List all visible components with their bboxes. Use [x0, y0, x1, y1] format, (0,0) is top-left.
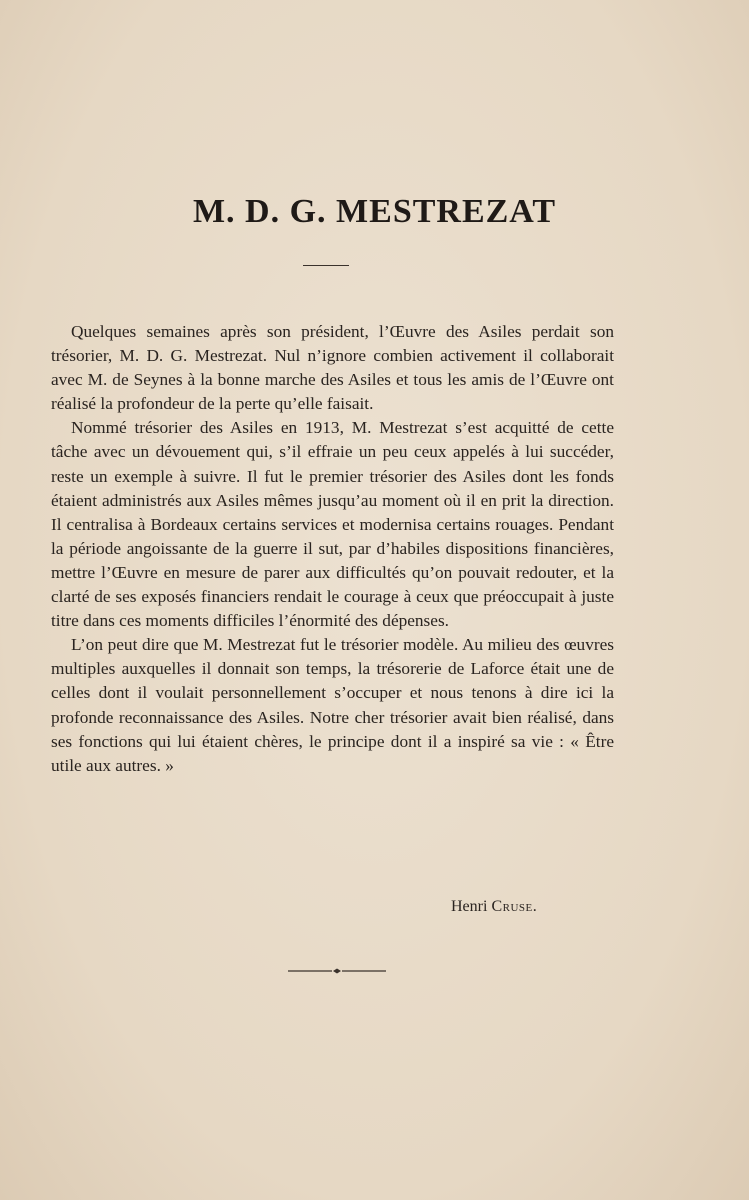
paragraph-2: Nommé trésorier des Asiles en 1913, M. Mestrezat s’est acquitté de cette tâche avec un dévouement qui, s’il effraie un peu ceux appelés à lui succéder, reste un exemple à suivre. Il fut le premier trésorier des Asiles dont les fonds étaient administrés aux Asiles mêmes jusqu’au moment où il en prit la direction. Il centralisa à Bordeaux certains services et modernisa certains rouages. Pendant la période angoissante de la guerre il sut, par d’habiles dispositions financières, mettre l’Œuvre en mesure de parer aux difficultés qu’on pouvait redouter, et la clarté de ses exposés financiers rendait le courage à ceux que préoccupait à juste titre dans ces moments difficiles l’énormité des dépenses.: [51, 418, 614, 631]
signature: [451, 898, 537, 916]
page-title: M. D. G. MESTREZAT: [192, 193, 557, 230]
signature-surname: Cruse.: [491, 898, 538, 915]
paragraph-1: Quelques semaines après son président, l’Œuvre des Asiles perdait son trésorier, M. D. G. Mestrezat. Nul n’ignore combien activement il collaborait avec M. de Seynes à la bonne marche des Asiles et tous les amis de l’Œuvre ont réalisé la profondeur de la perte qu’elle faisait.: [51, 322, 614, 414]
signature-first-name: Henri: [451, 898, 488, 915]
article-body: [51, 320, 614, 778]
end-ornament-divider: [288, 966, 386, 976]
paragraph-3: L’on peut dire que M. Mestrezat fut le trésorier modèle. Au milieu des œuvres multiples auxquelles il donnait son temps, la trésorerie de Laforce était une de celles dont il voulait personnellement s’occuper et nous tenons à dire ici la profonde reconnaissance des Asiles. Notre cher trésorier avait bien réalisé, dans ses fonctions qui lui étaient chères, le principe dont il a inspiré sa vie : « Être utile aux autres. »: [51, 635, 614, 775]
title-divider: [303, 265, 349, 266]
